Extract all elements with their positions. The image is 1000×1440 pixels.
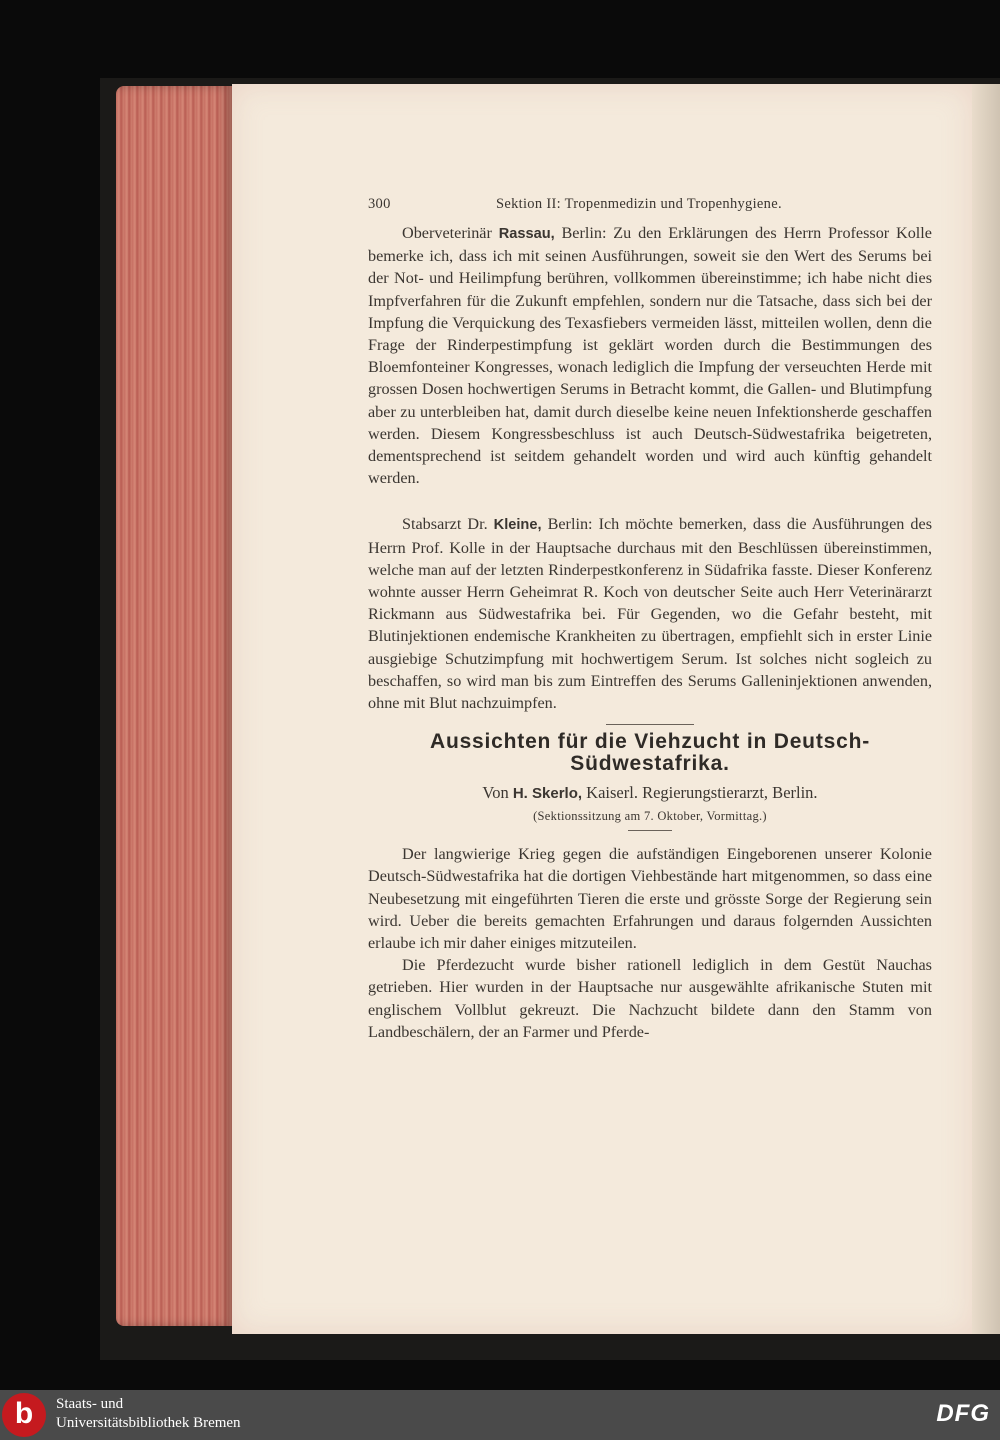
article-title	[368, 731, 932, 775]
page-number: 300	[368, 196, 391, 212]
speaker-title: Stabsarzt Dr.	[402, 515, 494, 534]
paragraph-kleine	[368, 513, 932, 714]
institution-line: Universitätsbibliothek Bremen	[56, 1415, 241, 1431]
paragraph-war: Der langwierige Krieg gegen die aufständigen Eingeborenen unserer Kolonie Deutsch-Südwestafrika hat die dortigen Viehbestände hart mitgenommen, so dass eine Neubesetzung mit eingeführten Tieren die erste und grösste Sorge der Regierung sein wird. Ueber die bereits gemachten Erfahrungen und daraus folgernden Aussichten erlaube ich mir daher einiges mitzuteilen.	[368, 845, 932, 953]
article-title-line: Aussichten für die Viehzucht in Deutsch-	[429, 730, 870, 754]
book-page-edges	[116, 86, 232, 1326]
institution-line: Staats- und	[56, 1396, 124, 1412]
paragraph-gap	[368, 489, 932, 513]
author-role: Kaiserl. Regierungstierarzt, Berlin.	[582, 783, 818, 803]
divider-rule-short	[628, 830, 672, 831]
byline-prefix: Von	[482, 783, 513, 803]
running-head	[368, 196, 932, 222]
paragraph-text: Berlin: Zu den Erklärungen des Herrn Professor Kolle bemerke ich, dass ich mit seinen Ausführungen, soweit sie den Wert des Serums bei der Not- und Heilimpfung berühren, vollkommen übereinstimme; ich habe nicht dies Impfverfahren für die Zukunft empfehlen, sondern nur die Tatsache, dass sich bei der Impfung die Verquickung des Texasfiebers vermeiden lässt, mitteilen wollen, denn die Frage der Rinderpestimpfung ist geklärt worden durch die Bestimmungen des Bloemfonteiner Kongresses, wonach lediglich die Impfung der verseuchten Herde mit grossen Dosen hochwertigen Serums in Betracht kommt, die Gallen- und Blutimpfung aber zu unterbleiben hat, damit durch dieselbe keine neuen Infektionsherde geschaffen werden. Diesem Kongressbeschluss ist auch Deutsch-Südwestafrika beigetreten, dementsprechend ist seitdem gehandelt worden und wird auch künftig gehandelt werden.	[368, 224, 932, 488]
article-title-line: Südwestafrika.	[570, 752, 730, 776]
paragraph-rassau	[368, 222, 932, 489]
author-name: H. Skerlo,	[512, 785, 583, 803]
library-logo-icon[interactable]: b	[2, 1393, 46, 1437]
dfg-logo[interactable]: DFG	[936, 1400, 990, 1427]
article-byline	[368, 783, 932, 803]
speaker-name: Rassau,	[498, 226, 555, 242]
page-gutter-shadow	[972, 84, 1000, 1334]
paragraph-horses: Die Pferdezucht wurde bisher rationell lediglich in dem Gestüt Nauchas getrieben. Hier wurden in der Hauptsache nur ausgewählte afrikanische Stuten mit englischem Vollblut gekreuzt. Die Nachzucht bildete dann den Stamm von Landbeschälern, der an Farmer und Pferde-	[368, 956, 932, 1041]
session-note: (Sektionssitzung am 7. Oktober, Vormittag.)	[533, 809, 767, 824]
speaker-title: Oberveterinär	[402, 224, 499, 242]
speaker-name: Kleine,	[493, 517, 542, 534]
section-title: Sektion II: Tropenmedizin und Tropenhygiene.	[496, 196, 782, 212]
page-content	[368, 196, 932, 1043]
institution-name[interactable]	[56, 1395, 241, 1433]
divider-rule	[606, 724, 694, 725]
paragraph-text: Berlin: Ich möchte bemerken, dass die Ausführungen des Herrn Prof. Kolle in der Hauptsache durchaus mit den Beschlüssen übereinstimmen, welche man auf der letzten Rinderpestkonferenz in Südafrika fasste. Dieser Konferenz wohnte ausser Herrn Geheimrat R. Koch von deutscher Seite auch Herr Veterinärarzt Rickmann aus Südwestafrika bei. Für Gegenden, wo die Gefahr besteht, mit Blutinjektionen endemische Krankheiten zu übertragen, empfiehlt sich in erster Linie ausgiebige Schutzimpfung mit hochwertigem Serum. Ist solches nicht sogleich zu beschaffen, so wird man bis zum Eintreffen des Serums Galleninjektionen anwenden, ohne mit Blut nachzuimpfen.	[368, 515, 932, 713]
